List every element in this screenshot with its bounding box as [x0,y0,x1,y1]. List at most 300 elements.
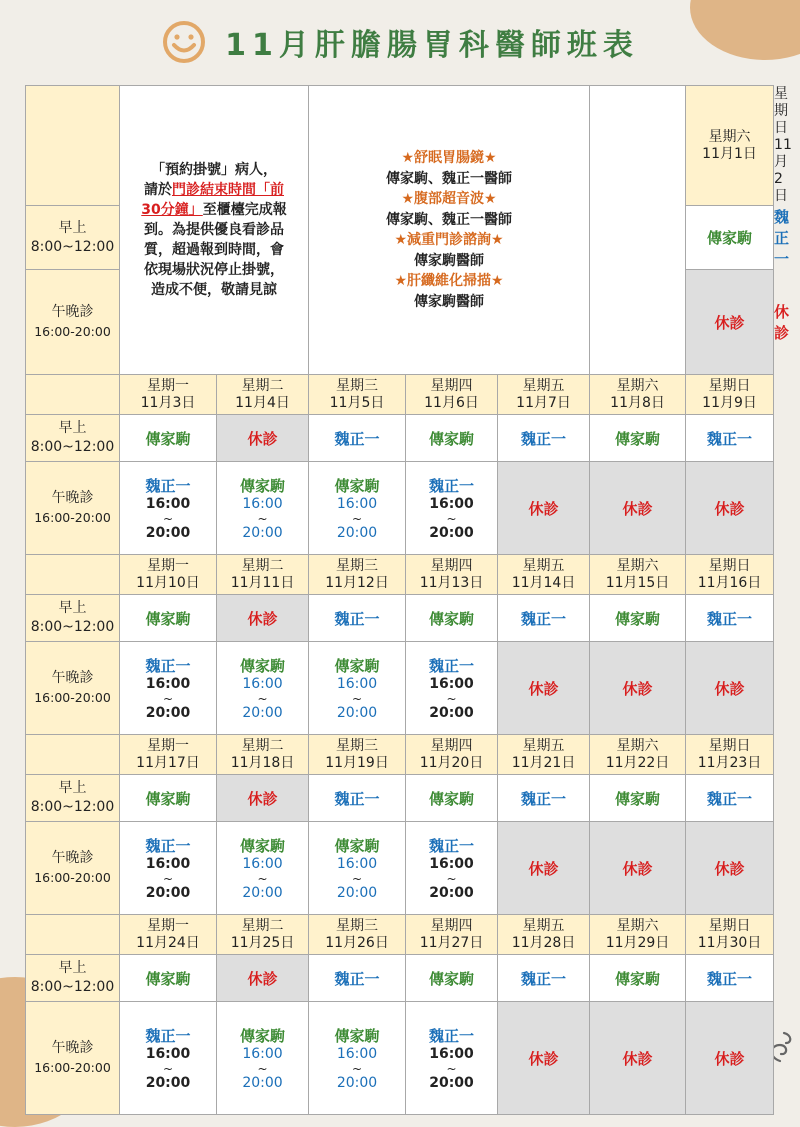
closed-label: 休診 [247,789,278,808]
closed-label: 休診 [714,499,745,518]
morning-row [26,955,774,1002]
time-from: 16:00 [242,675,283,692]
closed-cell [590,822,686,915]
evening-shift-label [26,270,120,375]
time-sep: ~ [351,871,363,886]
date-label: 11月8日 [610,394,665,411]
date-label: 11月6日 [424,394,479,411]
service-doctors: 傳家駒、魏正一醫師 [386,170,513,187]
time-from: 16:00 [145,495,191,512]
weekday-label: 星期五 [522,917,565,934]
closed-label: 休診 [528,1049,559,1068]
schedule-table [25,85,792,1115]
doctor-name: 魏正一 [521,969,567,988]
doctor-name: 魏正一 [707,429,753,448]
doctor-cell [120,415,217,462]
shift-name: 午晚診 [51,304,94,320]
weekday-label: 星期一 [147,377,189,394]
corner-cell [26,86,120,206]
doctor-name: 傳家駒 [615,969,661,988]
service-doctors: 傳家駒、魏正一醫師 [386,211,513,228]
doctor-name: 魏正一 [707,969,753,988]
weekday-label: 星期六 [616,917,659,934]
notice-line: 質，超過報到時間，會 [144,242,284,258]
date-label: 11月17日 [136,754,200,771]
morning-row [26,415,774,462]
shift-name: 早上 [58,600,87,616]
day-header [590,915,686,955]
date-label: 11月14日 [511,574,576,591]
doctor-cell [217,642,309,735]
doctor-cell [309,775,406,822]
doctor-cell [686,206,774,270]
evening-shift-label [26,822,120,915]
day-header [590,555,686,595]
day-header [217,735,309,775]
morning-shift-label [26,206,120,270]
day-header [406,735,498,775]
week-header-row: 「預約掛號」病人， 請於門診結束時間「前 30分鐘」至櫃檯完成報 到。為提供優良看診品 質，超過報到時間，會 依現場狀況停止掛號， 造成不便，敬請見諒 ★舒眠胃腸鏡★ 傳家駒、魏正一醫師 ★腹部超音波★ 傳家駒、魏正一醫師 ★減重門診諮詢★ 傳家駒醫師 ★肝纖維化掃描★ 傳家駒醫師 星期六 11月1日 星期日 11月2日 [26,86,774,206]
doctor-name: 傳家駒 [334,476,380,495]
closed-label: 休診 [714,1049,745,1068]
doctor-cell [120,775,217,822]
doctor-cell [217,462,309,555]
weekday-label: 星期一 [147,737,189,754]
doctor-name: 魏正一 [145,656,191,675]
doctor-name: 魏正一 [145,836,191,855]
doctor-name: 傳家駒 [707,229,753,247]
weekday-label: 星期三 [336,377,379,394]
time-sep: ~ [351,511,363,526]
morning-shift-label [26,955,120,1002]
time-sep: ~ [162,511,174,526]
doctor-name: 傳家駒 [334,1026,380,1045]
doctor-cell [309,822,406,915]
closed-cell [498,1002,590,1115]
doctor-cell [406,462,498,555]
shift-name: 午晚診 [51,1040,94,1056]
time-sep: ~ [257,511,268,526]
shift-time: 16:00-20:00 [34,1060,111,1075]
time-sep: ~ [351,1061,363,1076]
time-from: 16:00 [336,1045,378,1062]
day-header [120,915,217,955]
service-doctors: 傳家駒醫師 [414,293,485,310]
day-header [406,915,498,955]
day-header [309,375,406,415]
time-to: 20:00 [429,884,474,901]
closed-cell [686,462,774,555]
weekday-label: 星期四 [430,917,473,934]
date-label: 11月1日 [702,145,757,162]
smiley-icon [161,19,207,65]
doctor-name: 傳家駒 [145,609,191,628]
closed-label: 休診 [714,859,745,878]
weekday-label: 星期六 [616,557,659,574]
time-from: 16:00 [145,675,191,692]
date-label: 11月16日 [697,574,762,591]
time-to: 20:00 [242,704,283,721]
closed-label: 休診 [774,303,790,342]
doctor-name: 魏正一 [774,208,790,268]
time-to: 20:00 [145,524,191,541]
notice-line: 依現場狀況停止掛號， [144,262,284,278]
doctor-cell [686,955,774,1002]
doctor-cell [120,462,217,555]
doctor-cell [686,415,774,462]
closed-cell [686,1002,774,1115]
time-sep: ~ [257,1061,268,1076]
doctor-cell [217,822,309,915]
doctor-cell [406,595,498,642]
doctor-name: 魏正一 [334,789,380,808]
time-from: 16:00 [429,495,474,512]
evening-row [26,822,774,915]
date-label: 11月5日 [329,394,385,411]
doctor-cell [120,955,217,1002]
time-to: 20:00 [429,704,474,721]
shift-time: 8:00~12:00 [30,619,115,635]
time-from: 16:00 [336,495,378,512]
doctor-cell [590,775,686,822]
evening-shift-label [26,1002,120,1115]
day-header [686,735,774,775]
time-from: 16:00 [429,1045,474,1062]
doctor-name: 傳家駒 [615,429,661,448]
doctor-name: 魏正一 [429,476,475,495]
time-from: 16:00 [145,1045,191,1062]
date-label: 11月9日 [702,394,757,411]
notice-text: 請於 [144,182,172,198]
closed-cell [498,822,590,915]
doctor-cell [406,1002,498,1115]
date-label: 11月13日 [419,574,484,591]
day-header [406,555,498,595]
day-header [120,555,217,595]
service-name: ★肝纖維化掃描★ [394,273,504,289]
time-sep: ~ [446,691,457,706]
morning-row [26,775,774,822]
weekday-label: 星期三 [336,557,379,574]
notice-line [120,180,308,200]
weekday-label: 星期四 [430,377,473,394]
doctor-cell [406,822,498,915]
doctor-name: 魏正一 [521,429,567,448]
week-header-row [26,915,774,955]
shift-time: 16:00-20:00 [34,324,111,339]
doctor-name: 魏正一 [429,836,475,855]
doctor-name: 傳家駒 [240,1026,286,1045]
closed-label: 休診 [528,499,559,518]
closed-label: 休診 [528,859,559,878]
doctor-cell [309,415,406,462]
time-from: 16:00 [242,855,283,872]
day-header [498,555,590,595]
services-box [309,86,590,375]
date-label: 11月23日 [697,754,762,771]
shift-name: 午晚診 [51,670,94,686]
morning-row [26,595,774,642]
date-label: 11月29日 [605,934,670,951]
service-name: ★舒眠胃腸鏡★ [401,150,497,166]
morning-shift-label [26,415,120,462]
time-to: 20:00 [429,524,474,541]
day-header [686,915,774,955]
date-label: 11月30日 [697,934,762,951]
weekday-label: 星期三 [336,737,379,754]
weekday-label: 星期五 [522,557,565,574]
date-label: 11月7日 [516,394,571,411]
doctor-name: 魏正一 [521,789,567,808]
weekday-label: 星期六 [616,737,659,754]
doctor-cell [686,595,774,642]
date-label: 11月24日 [136,934,200,951]
week-header-row [26,375,774,415]
doctor-cell [120,1002,217,1115]
time-from: 16:00 [242,495,283,512]
shift-name: 早上 [58,780,87,796]
doctor-cell [309,642,406,735]
time-from: 16:00 [336,675,378,692]
weekday-label: 星期四 [430,737,473,754]
day-header [217,375,309,415]
doctor-cell [309,462,406,555]
doctor-name: 魏正一 [145,476,191,495]
doctor-name: 魏正一 [145,1026,191,1045]
evening-shift-label [26,642,120,735]
weekday-label: 星期二 [241,917,284,934]
notice-line: 「預約掛號」病人， [151,162,277,178]
time-sep: ~ [162,1061,174,1076]
weekday-label: 星期五 [522,737,565,754]
time-to: 20:00 [336,1074,378,1091]
notice-text: 至櫃檯完成報 [202,202,287,218]
morning-shift-label [26,775,120,822]
closed-label: 休診 [528,679,559,698]
weekday-label: 星期日 [708,377,751,394]
day-header [309,915,406,955]
day-header [309,555,406,595]
doctor-cell [406,955,498,1002]
weekday-label: 星期二 [241,737,284,754]
doctor-cell [309,1002,406,1115]
time-sep: ~ [257,691,268,706]
doctor-cell [498,775,590,822]
closed-label: 休診 [714,313,745,332]
doctor-cell [406,415,498,462]
time-to: 20:00 [336,524,378,541]
day-header [120,375,217,415]
doctor-name: 魏正一 [334,969,380,988]
doctor-cell [686,775,774,822]
closed-cell [686,822,774,915]
doctor-name: 傳家駒 [429,429,475,448]
closed-cell [686,270,774,375]
morning-shift-label [26,595,120,642]
doctor-name: 魏正一 [707,609,753,628]
day-header [590,375,686,415]
closed-cell [590,1002,686,1115]
doctor-name: 傳家駒 [429,609,475,628]
time-sep: ~ [446,1061,457,1076]
doctor-name: 傳家駒 [145,429,191,448]
closed-label: 休診 [247,429,278,448]
doctor-cell [120,642,217,735]
closed-cell [217,955,309,1002]
doctor-name: 魏正一 [334,429,380,448]
service-doctors: 傳家駒醫師 [414,252,485,269]
doctor-name: 魏正一 [429,656,475,675]
doctor-cell [120,822,217,915]
closed-cell [217,775,309,822]
time-sep: ~ [351,691,363,706]
doctor-name: 傳家駒 [334,656,380,675]
time-sep: ~ [446,871,457,886]
notice-line [120,200,308,220]
time-to: 20:00 [336,704,378,721]
weekday-label: 星期二 [241,557,284,574]
week-header-row [26,555,774,595]
day-header [498,915,590,955]
day-header [686,86,774,206]
evening-row [26,462,774,555]
shift-time: 16:00-20:00 [34,870,111,885]
closed-label: 休診 [247,609,278,628]
time-to: 20:00 [429,1074,474,1091]
corner-cell [26,915,120,955]
date-label: 11月25日 [230,934,295,951]
doctor-name: 傳家駒 [429,969,475,988]
date-label: 11月11日 [230,574,295,591]
corner-cell [26,555,120,595]
doctor-cell [217,1002,309,1115]
doctor-name: 傳家駒 [145,789,191,808]
notice-highlight: 門診結束時間「前 [172,182,284,198]
doctor-name: 傳家駒 [240,476,286,495]
date-label: 11月27日 [419,934,484,951]
date-label: 11月4日 [235,394,290,411]
doctor-name: 傳家駒 [334,836,380,855]
shift-time: 8:00~12:00 [30,238,115,255]
closed-cell [217,415,309,462]
shift-time: 16:00-20:00 [34,510,111,525]
doctor-cell [590,595,686,642]
shift-name: 早上 [58,219,87,236]
doctor-cell [590,955,686,1002]
shift-name: 午晚診 [51,490,94,506]
weekday-label: 星期日 [708,737,751,754]
date-label: 11月12日 [325,574,389,591]
date-label: 11月26日 [325,934,389,951]
time-to: 20:00 [242,524,283,541]
notice-highlight: 30分鐘」 [141,202,203,218]
weekday-label: 星期一 [147,917,189,934]
closed-label: 休診 [247,969,278,988]
doctor-name: 傳家駒 [240,656,286,675]
closed-cell [590,462,686,555]
doctor-cell [309,595,406,642]
time-to: 20:00 [242,884,283,901]
day-header [406,375,498,415]
doctor-name: 傳家駒 [615,789,661,808]
date-label: 11月22日 [605,754,670,771]
doctor-cell [498,595,590,642]
time-to: 20:00 [145,704,191,721]
doctor-name: 魏正一 [429,1026,475,1045]
time-sep: ~ [162,871,174,886]
evening-row [26,642,774,735]
shift-time: 16:00-20:00 [34,690,111,705]
date-label: 11月28日 [511,934,576,951]
notice-line: 造成不便，敬請見諒 [151,282,277,298]
day-header [217,555,309,595]
closed-cell [217,595,309,642]
time-from: 16:00 [429,675,474,692]
doctor-cell [498,955,590,1002]
corner-cell [26,375,120,415]
weekday-label: 星期二 [241,377,284,394]
date-label: 11月19日 [325,754,389,771]
time-sep: ~ [446,511,457,526]
doctor-name: 傳家駒 [615,609,661,628]
closed-cell [498,642,590,735]
shift-time: 8:00~12:00 [30,979,115,995]
time-from: 16:00 [242,1045,283,1062]
doctor-cell [590,415,686,462]
closed-label: 休診 [622,1049,653,1068]
doctor-cell [406,775,498,822]
weekday-label: 星期日 [708,557,751,574]
shift-name: 早上 [58,960,87,976]
time-to: 20:00 [336,884,378,901]
time-from: 16:00 [336,855,378,872]
time-to: 20:00 [145,1074,191,1091]
blank-cell [590,86,686,375]
date-label: 11月20日 [419,754,484,771]
closed-label: 休診 [622,679,653,698]
notice-line: 到。為提供優良看診品 [144,222,284,238]
time-to: 20:00 [242,1074,283,1091]
page-title: 11月肝膽腸胃科醫師班表 [225,28,639,63]
day-header [590,735,686,775]
evening-row [26,1002,774,1115]
notice-box [120,86,309,375]
time-sep: ~ [257,871,268,886]
weekday-label: 星期六 [708,128,751,145]
doctor-name: 魏正一 [707,789,753,808]
weekday-label: 星期六 [616,377,659,394]
closed-label: 休診 [622,859,653,878]
day-header [309,735,406,775]
evening-shift-label [26,462,120,555]
date-label: 11月3日 [140,394,196,411]
closed-cell [498,462,590,555]
service-name: ★腹部超音波★ [401,191,497,207]
day-header [120,735,217,775]
time-sep: ~ [162,691,174,706]
weekday-label: 星期日 [708,917,751,934]
shift-time: 8:00~12:00 [30,439,115,455]
doctor-name: 魏正一 [521,609,567,628]
header [0,14,800,70]
doctor-cell [498,415,590,462]
corner-cell [26,735,120,775]
doctor-name: 魏正一 [334,609,380,628]
time-from: 16:00 [145,855,191,872]
doctor-cell [309,955,406,1002]
shift-name: 早上 [58,420,87,436]
weekday-label: 星期五 [522,377,565,394]
